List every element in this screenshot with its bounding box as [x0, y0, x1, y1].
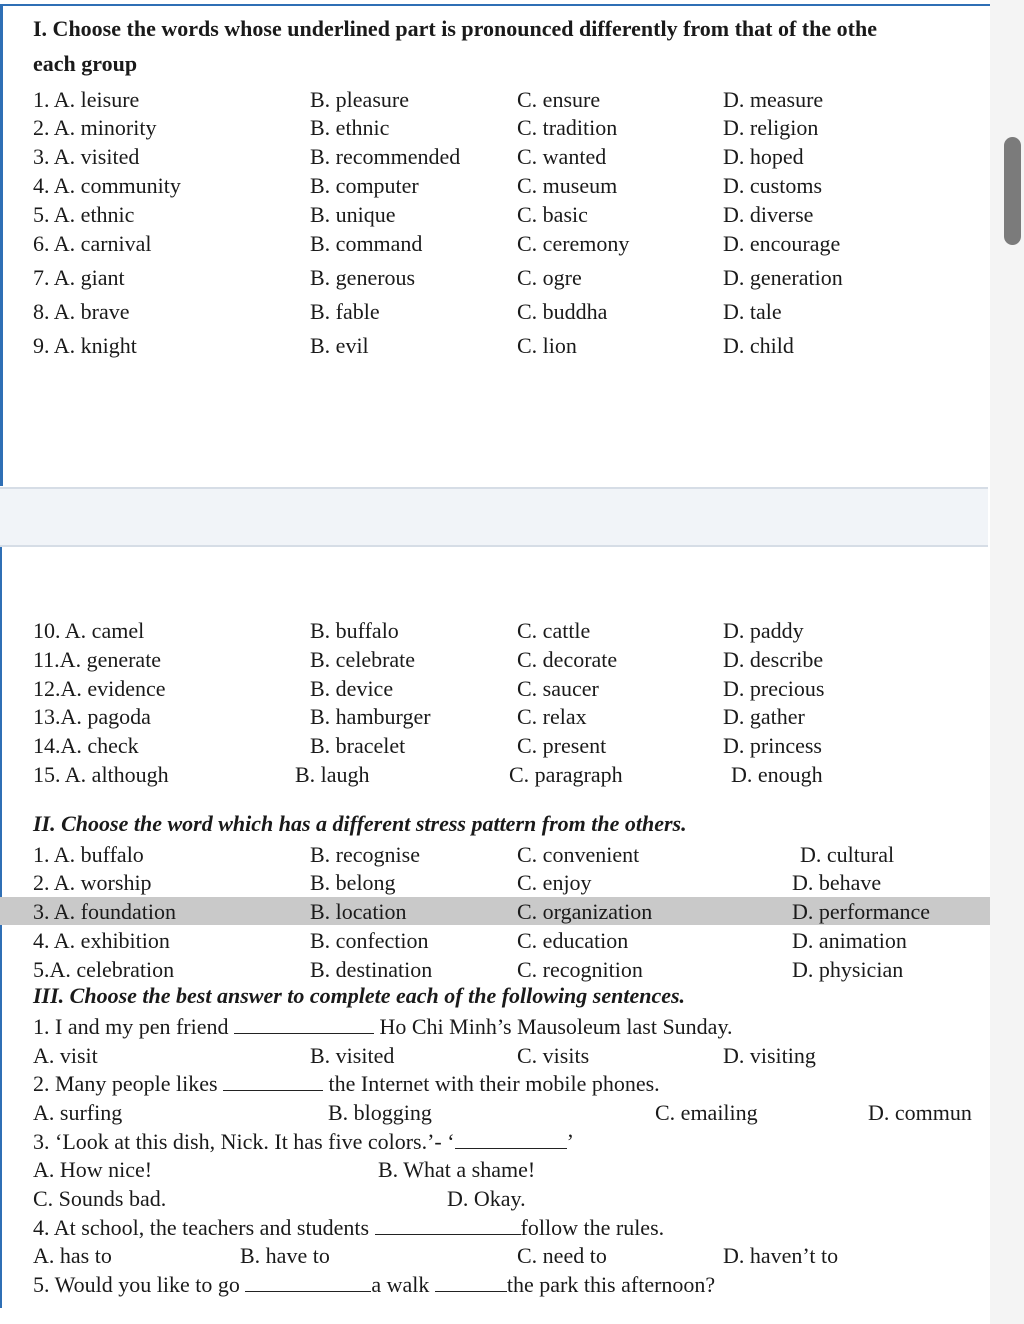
- question-row: [0, 331, 990, 359]
- question-option[interactable]: D. behave: [792, 870, 882, 895]
- question-option[interactable]: B. fable: [310, 299, 380, 324]
- answer-blank[interactable]: [245, 1273, 371, 1292]
- question-option[interactable]: B. device: [310, 676, 394, 701]
- option[interactable]: B. have to: [240, 1243, 330, 1268]
- question-option[interactable]: D. precious: [723, 676, 825, 701]
- option[interactable]: D. commun: [868, 1100, 972, 1125]
- question-option[interactable]: C. ceremony: [517, 231, 630, 256]
- question-row: [0, 645, 990, 673]
- page-bottom-edge: [0, 1308, 990, 1324]
- question-1: 1. I and my pen friend Ho Chi Minh’s Mausoleum last Sunday.: [33, 1014, 733, 1039]
- option[interactable]: A. surfing: [33, 1100, 123, 1125]
- question-option[interactable]: C. museum: [517, 173, 618, 198]
- question-row: [0, 297, 990, 325]
- question-option[interactable]: B. celebrate: [310, 647, 416, 672]
- question-option[interactable]: B. buffalo: [310, 618, 399, 643]
- question-option[interactable]: C. basic: [517, 202, 588, 227]
- question-option[interactable]: D. measure: [723, 87, 824, 112]
- option[interactable]: C. visits: [517, 1043, 590, 1068]
- question-option[interactable]: B. ethnic: [310, 115, 390, 140]
- question-option[interactable]: C. relax: [517, 704, 587, 729]
- option[interactable]: D. haven’t to: [723, 1243, 839, 1268]
- question-option-a[interactable]: 10. A. camel: [33, 618, 145, 643]
- question-option-a[interactable]: 9. A. knight: [33, 333, 137, 358]
- question-option-a[interactable]: 5.A. celebration: [33, 957, 175, 982]
- answer-blank[interactable]: [375, 1216, 521, 1235]
- section1-heading: I. Choose the words whose underlined part is pronounced differently from that of the othe: [33, 16, 877, 41]
- question-option[interactable]: B. computer: [310, 173, 419, 198]
- question-option[interactable]: B. pleasure: [310, 87, 409, 112]
- options-row: [0, 1041, 990, 1069]
- question-option[interactable]: B. evil: [310, 333, 369, 358]
- question-row: [0, 85, 990, 113]
- question-option[interactable]: B. confection: [310, 928, 429, 953]
- question-option[interactable]: D. tale: [723, 299, 782, 324]
- question-2: 2. Many people likes the Internet with their mobile phones.: [33, 1071, 660, 1096]
- question-option-a[interactable]: 15. A. although: [33, 762, 169, 787]
- question-option[interactable]: C. ensure: [517, 87, 601, 112]
- question-option[interactable]: C. recognition: [517, 957, 643, 982]
- question-option[interactable]: C. buddha: [517, 299, 608, 324]
- question-option[interactable]: D. gather: [723, 704, 805, 729]
- question-row: [0, 616, 990, 644]
- options-row: [0, 1155, 990, 1183]
- question-row: [0, 1213, 990, 1241]
- question-row: [0, 229, 990, 257]
- question-option[interactable]: B. unique: [310, 202, 396, 227]
- question-row: [0, 868, 990, 896]
- question-option[interactable]: D. performance: [792, 899, 931, 924]
- question-option-a[interactable]: 4. A. community: [33, 173, 181, 198]
- question-option[interactable]: D. religion: [723, 115, 819, 140]
- question-option[interactable]: D. diverse: [723, 202, 814, 227]
- answer-blank[interactable]: [234, 1015, 374, 1034]
- answer-blank[interactable]: [435, 1273, 507, 1292]
- question-option[interactable]: C. decorate: [517, 647, 618, 672]
- question-option-a[interactable]: 1. A. leisure: [33, 87, 140, 112]
- options-row: [0, 1098, 990, 1126]
- question-row: [0, 1012, 990, 1040]
- question-option[interactable]: C. saucer: [517, 676, 599, 701]
- question-option[interactable]: D. animation: [792, 928, 907, 953]
- question-option-a[interactable]: 2. A. minority: [33, 115, 157, 140]
- question-option[interactable]: D. encourage: [723, 231, 841, 256]
- question-row: [0, 760, 990, 788]
- question-row: [0, 926, 990, 954]
- question-option-a[interactable]: 4. A. exhibition: [33, 928, 170, 953]
- question-option[interactable]: B. location: [310, 899, 407, 924]
- section2-heading: II. Choose the word which has a different stress pattern from the others.: [33, 811, 687, 836]
- option[interactable]: B. visited: [310, 1043, 395, 1068]
- question-option[interactable]: D. cultural: [800, 842, 895, 867]
- question-option[interactable]: C. paragraph: [509, 762, 623, 787]
- answer-blank[interactable]: [223, 1072, 323, 1091]
- question-option-a[interactable]: 3. A. foundation: [33, 899, 176, 924]
- question-option[interactable]: B. hamburger: [310, 704, 431, 729]
- scrollbar-thumb[interactable]: [1004, 137, 1021, 245]
- question-option[interactable]: B. destination: [310, 957, 433, 982]
- question-option[interactable]: B. belong: [310, 870, 396, 895]
- question-option[interactable]: C. organization: [517, 899, 653, 924]
- option[interactable]: D. Okay.: [447, 1186, 526, 1211]
- option[interactable]: B. blogging: [328, 1100, 432, 1125]
- option[interactable]: D. visiting: [723, 1043, 816, 1068]
- question-row: [0, 1270, 990, 1298]
- option[interactable]: C. emailing: [655, 1100, 758, 1125]
- question-option[interactable]: B. bracelet: [310, 733, 406, 758]
- page-break-gap: [0, 487, 988, 547]
- option[interactable]: C. Sounds bad.: [33, 1186, 167, 1211]
- question-option[interactable]: C. enjoy: [517, 870, 592, 895]
- option[interactable]: A. How nice!: [33, 1157, 153, 1182]
- question-row: [0, 955, 990, 983]
- question-option-a[interactable]: 11.A. generate: [33, 647, 162, 672]
- question-row: [0, 897, 990, 925]
- question-option[interactable]: B. recommended: [310, 144, 461, 169]
- question-option[interactable]: C. present: [517, 733, 607, 758]
- question-option-a[interactable]: 7. A. giant: [33, 265, 125, 290]
- question-option[interactable]: D. generation: [723, 265, 843, 290]
- question-row: [0, 200, 990, 228]
- question-option[interactable]: D. princess: [723, 733, 822, 758]
- question-option[interactable]: D. paddy: [723, 618, 804, 643]
- answer-blank[interactable]: [455, 1130, 567, 1149]
- question-4: 4. At school, the teachers and students follow the rules.: [33, 1215, 665, 1240]
- question-row: [0, 840, 990, 868]
- question-option-a[interactable]: 5. A. ethnic: [33, 202, 135, 227]
- question-option[interactable]: D. describe: [723, 647, 824, 672]
- question-option[interactable]: B. generous: [310, 265, 416, 290]
- question-option-a[interactable]: 1. A. buffalo: [33, 842, 144, 867]
- options-row: [0, 1184, 990, 1212]
- question-option[interactable]: B. recognise: [310, 842, 420, 867]
- question-option[interactable]: D. physician: [792, 957, 904, 982]
- question-option-a[interactable]: 2. A. worship: [33, 870, 152, 895]
- question-row: [0, 1069, 990, 1097]
- question-row: [0, 142, 990, 170]
- question-option[interactable]: C. education: [517, 928, 629, 953]
- question-option-a[interactable]: 8. A. brave: [33, 299, 130, 324]
- options-row: [0, 1241, 990, 1269]
- question-3: 3. ‘Look at this dish, Nick. It has five colors.’- ‘ ’: [33, 1129, 574, 1154]
- question-row: [0, 113, 990, 141]
- question-option-a[interactable]: 12.A. evidence: [33, 676, 166, 701]
- section3-heading: III. Choose the best answer to complete each of the following sentences.: [33, 983, 686, 1008]
- section1-heading-cont: each group: [33, 51, 138, 76]
- question-option[interactable]: B. command: [310, 231, 423, 256]
- option[interactable]: A. visit: [33, 1043, 98, 1068]
- question-option-a[interactable]: 13.A. pagoda: [33, 704, 151, 729]
- question-option[interactable]: C. ogre: [517, 265, 582, 290]
- question-row: [0, 1127, 990, 1155]
- question-option-a[interactable]: 6. A. carnival: [33, 231, 152, 256]
- question-row: [0, 263, 990, 291]
- question-option[interactable]: C. wanted: [517, 144, 607, 169]
- option[interactable]: C. need to: [517, 1243, 607, 1268]
- question-option[interactable]: D. enough: [731, 762, 823, 787]
- question-option[interactable]: D. hoped: [723, 144, 804, 169]
- question-option[interactable]: D. customs: [723, 173, 822, 198]
- top-border: [0, 4, 990, 6]
- question-option[interactable]: C. lion: [517, 333, 577, 358]
- question-option-a[interactable]: 3. A. visited: [33, 144, 140, 169]
- question-option[interactable]: C. convenient: [517, 842, 640, 867]
- question-option[interactable]: B. laugh: [295, 762, 370, 787]
- option[interactable]: A. has to: [33, 1243, 112, 1268]
- question-row: [0, 702, 990, 730]
- question-option-a[interactable]: 14.A. check: [33, 733, 139, 758]
- question-option[interactable]: C. tradition: [517, 115, 618, 140]
- question-option[interactable]: C. cattle: [517, 618, 591, 643]
- question-row: [0, 674, 990, 702]
- option[interactable]: B. What a shame!: [378, 1157, 536, 1182]
- question-option[interactable]: D. child: [723, 333, 794, 358]
- question-5: 5. Would you like to go a walk the park this afternoon?: [33, 1272, 716, 1297]
- question-row: [0, 731, 990, 759]
- question-row: [0, 171, 990, 199]
